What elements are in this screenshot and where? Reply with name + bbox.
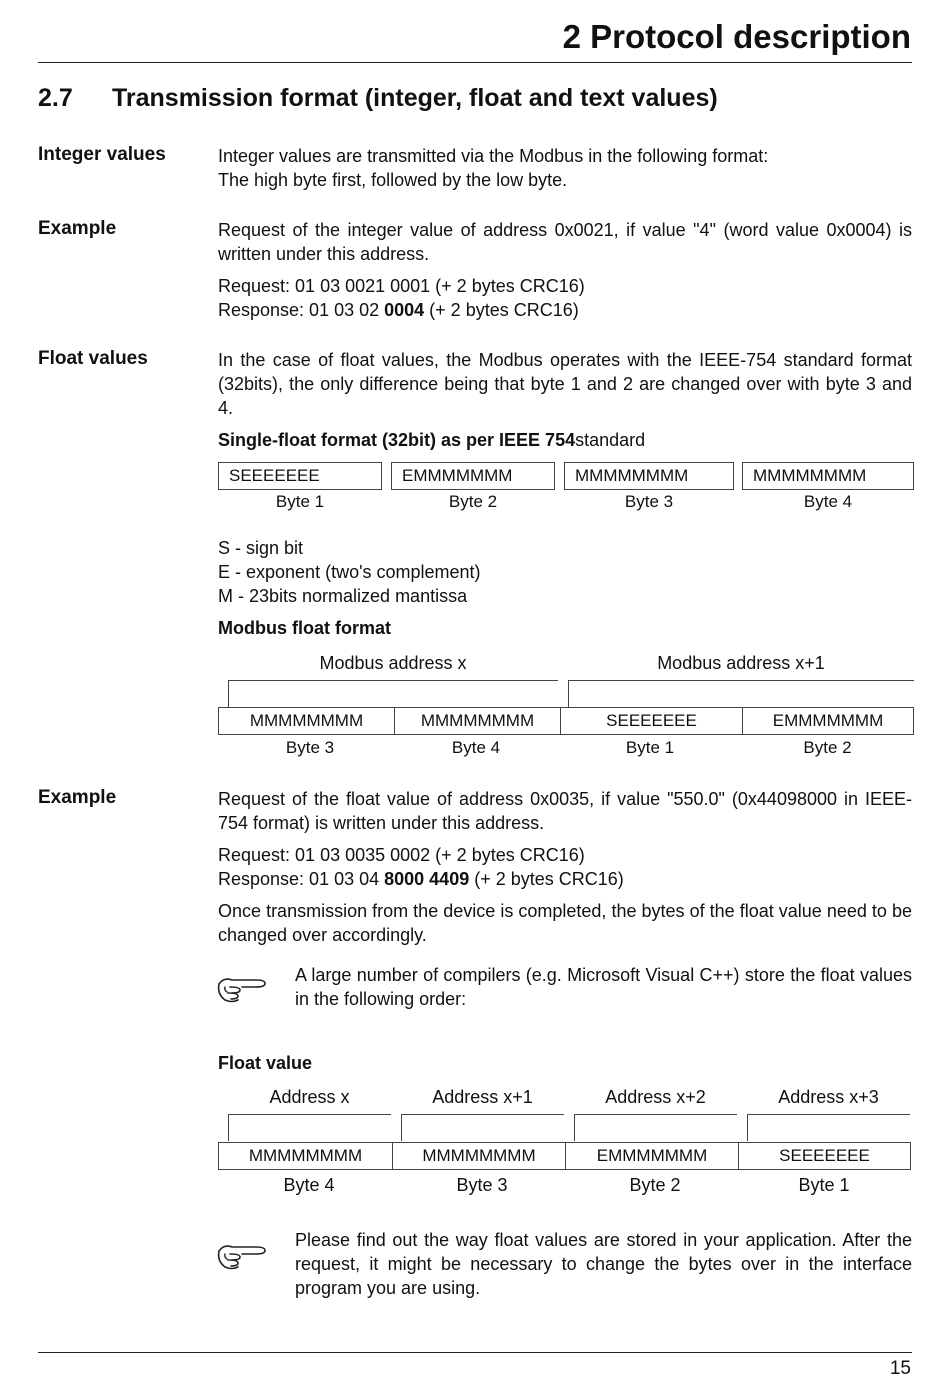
page-number: 15: [889, 1358, 911, 1379]
fv-address-x2: Address x+2: [605, 1087, 706, 1107]
float-values-label: Float values: [38, 348, 148, 369]
example1-response-suffix: (+ 2 bytes CRC16): [424, 300, 579, 320]
modbus-float-row: [218, 707, 914, 735]
example2-description: Request of the float value of address 0x0035, if value "550.0" (0x44098000 in IEEE-754 format) is written under this address.: [218, 789, 912, 833]
single-float-box-1: SEEEEEEE: [218, 462, 382, 490]
modbus-address-x1: Modbus address x+1: [657, 653, 825, 673]
bit-legend: [218, 536, 912, 608]
modbus-float-title: Modbus float format: [218, 618, 391, 638]
example2-response: [218, 867, 912, 891]
fv-address-x: Address x: [269, 1087, 350, 1107]
pointing-hand-icon: [216, 974, 272, 1004]
chapter-title: 2 Protocol description: [562, 18, 911, 55]
fv-address-x3-bracket: [747, 1114, 910, 1141]
note-compilers: A large number of compilers (e.g. Microsoft Visual C++) store the float values in the following order:: [295, 965, 912, 1009]
example1-request: Request: 01 03 0021 0001 (+ 2 bytes CRC16): [218, 276, 585, 296]
integer-values-label: Integer values: [38, 144, 166, 165]
example2-response-suffix: (+ 2 bytes CRC16): [469, 869, 624, 889]
section-title: Transmission format (integer, float and text values): [112, 84, 718, 112]
float-values-description: In the case of float values, the Modbus operates with the IEEE-754 standard format (32bits), the only difference being that byte 1 and 2 are changed over with byte 3 and 4.: [218, 350, 912, 418]
example1-response-prefix: Response: 01 03 02: [218, 300, 385, 320]
example2-response-bold: 8000 4409: [384, 869, 470, 889]
modbus-byte-3: Byte 1: [625, 738, 675, 757]
example1-response: [218, 298, 912, 322]
modbus-cell-3: SEEEEEEE: [560, 708, 742, 734]
fv-address-x1-bracket: [401, 1114, 564, 1141]
integer-line-2: The high byte first, followed by the low byte.: [218, 170, 568, 190]
fv-address-x3: Address x+3: [778, 1087, 879, 1107]
example2-response-prefix: Response: 01 03 04: [218, 869, 385, 889]
example1-request-response: [218, 274, 912, 322]
single-float-box-3: MMMMMMMM: [564, 462, 734, 490]
example-label-1: Example: [38, 218, 117, 239]
modbus-cell-4: EMMMMMMM: [742, 708, 913, 734]
fv-cell-2: MMMMMMMM: [392, 1143, 565, 1169]
modbus-byte-1: Byte 3: [285, 738, 335, 757]
fv-byte-1: Byte 4: [283, 1175, 335, 1195]
modbus-byte-4: Byte 2: [803, 738, 852, 757]
single-float-title: [218, 428, 912, 452]
single-float-byte-1: Byte 1: [275, 492, 325, 511]
example1-description: Request of the integer value of address 0x0021, if value "4" (word value 0x0004) is written under this address.: [218, 220, 912, 264]
fv-cell-3: EMMMMMMM: [565, 1143, 738, 1169]
modbus-cell-1: MMMMMMMM: [249, 711, 364, 730]
note-find-out: Please find out the way float values are stored in your application. After the request, it might be necessary to change the bytes over in the interface program you are using.: [295, 1230, 912, 1298]
fv-byte-3: Byte 2: [629, 1175, 681, 1195]
example-label-2: Example: [38, 787, 117, 808]
single-float-byte-3: Byte 3: [624, 492, 674, 511]
fv-byte-2: Byte 3: [456, 1175, 508, 1195]
section-number: 2.7: [38, 84, 73, 112]
legend-mantissa: M - 23bits normalized mantissa: [218, 586, 468, 606]
example2-request: Request: 01 03 0035 0002 (+ 2 bytes CRC16): [218, 845, 585, 865]
modbus-cell-2: MMMMMMMM: [394, 708, 560, 734]
integer-line-1: Integer values are transmitted via the Modbus in the following format:: [218, 146, 769, 166]
header-rule: [38, 62, 912, 63]
integer-values-text: [218, 144, 912, 192]
single-float-title-rest: standard: [575, 430, 646, 450]
modbus-address-x: Modbus address x: [319, 653, 467, 673]
single-float-title-bold: Single-float format (32bit) as per IEEE 754: [218, 430, 576, 450]
fv-address-x-bracket: [228, 1114, 391, 1141]
modbus-address-x-bracket: [228, 680, 558, 707]
float-value-row: [218, 1142, 911, 1170]
example1-response-bold: 0004: [384, 300, 425, 320]
fv-byte-4: Byte 1: [798, 1175, 850, 1195]
legend-sign: S - sign bit: [218, 538, 304, 558]
example2-request-response: [218, 843, 912, 891]
pointing-hand-icon: [216, 1241, 272, 1271]
single-float-byte-2: Byte 2: [448, 492, 498, 511]
fv-address-x1: Address x+1: [432, 1087, 533, 1107]
single-float-byte-4: Byte 4: [803, 492, 853, 511]
single-float-box-2: EMMMMMMM: [391, 462, 555, 490]
fv-address-x2-bracket: [574, 1114, 737, 1141]
fv-cell-4: SEEEEEEE: [738, 1143, 910, 1169]
legend-exponent: E - exponent (two's complement): [218, 562, 481, 582]
fv-cell-1: MMMMMMMM: [248, 1146, 363, 1165]
modbus-address-x1-bracket: [568, 680, 914, 707]
single-float-box-4: MMMMMMMM: [742, 462, 914, 490]
float-value-title: Float value: [218, 1053, 313, 1073]
footer-rule: [38, 1352, 912, 1353]
modbus-byte-2: Byte 4: [451, 738, 501, 757]
example2-once-text: Once transmission from the device is completed, the bytes of the float value need to be changed over accordingly.: [218, 901, 912, 945]
